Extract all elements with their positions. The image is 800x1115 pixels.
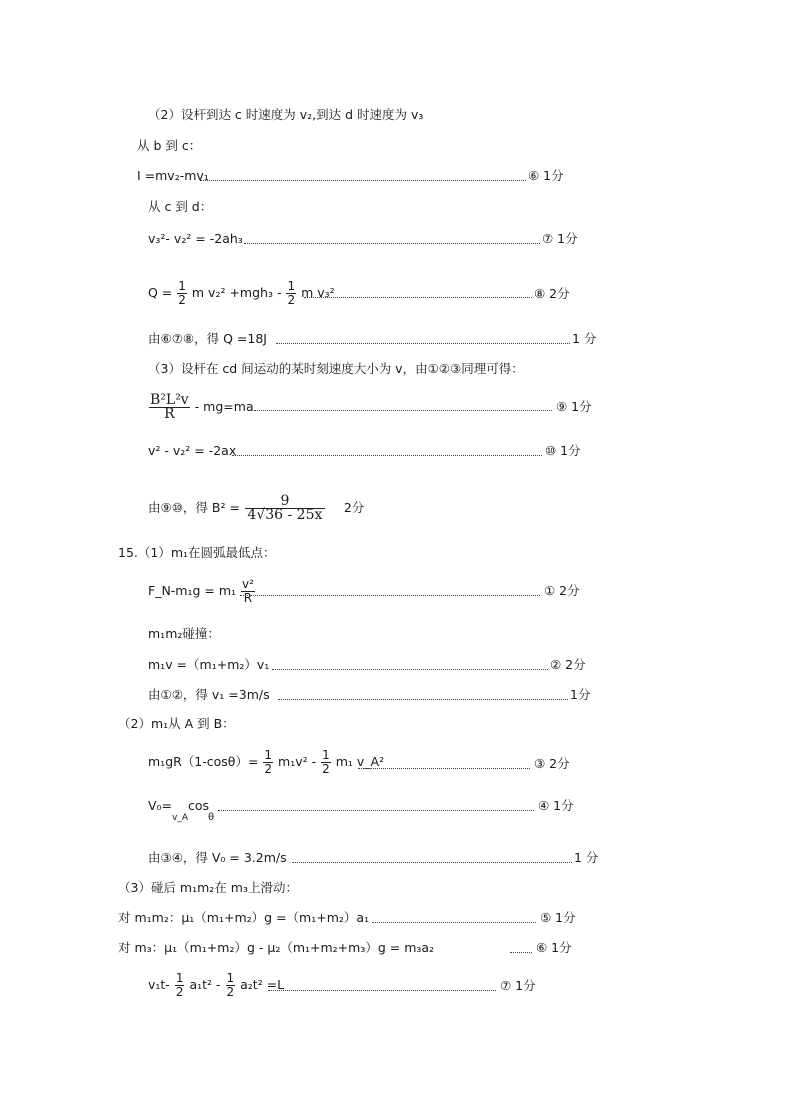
eq15-7-rhs: a₂t² =L — [240, 977, 285, 992]
fraction: $\frac{1}{2}$ — [175, 971, 184, 999]
collision-label: m₁m₂碰撞： — [148, 626, 220, 641]
eq10-score: ⑩ 1分 — [545, 443, 581, 458]
leader-dots — [358, 768, 530, 769]
eq6-text: I =mv₂-mv₁ — [137, 168, 209, 183]
leader-dots — [276, 343, 570, 344]
v0-result-score: 1 分 — [574, 850, 599, 865]
part3-heading: （3）设杆在 cd 间运动的某时刻速度大小为 v，由①②③同理可得： — [148, 361, 524, 376]
leader-dots — [254, 410, 552, 411]
leader-dots — [372, 922, 536, 923]
eq15-3-score: ③ 2分 — [534, 756, 570, 771]
eq15-7-lhs: v₁t- — [148, 977, 170, 992]
fraction: $\frac{9}{4√36 - 25x}$ — [245, 495, 325, 522]
eq15-3-expression — [148, 747, 384, 777]
q15-part2-heading: （2）m₁从 A 到 B： — [118, 716, 235, 731]
eq15-7-mid: a₁t² - — [189, 977, 221, 992]
eq15-7-score: ⑦ 1分 — [500, 978, 536, 993]
fraction: $\frac{1}{2}$ — [178, 279, 186, 307]
leader-dots — [244, 243, 540, 244]
leader-dots — [272, 669, 548, 670]
v1-result: 由①②，得 v₁ =3m/s — [148, 687, 270, 702]
eq15-4-cos: cos — [188, 798, 210, 813]
eq15-3-rhs: m₁ v_A² — [335, 754, 385, 769]
eq15-2-score: ② 2分 — [550, 657, 586, 672]
fraction: $\frac{\text{v²}}{R}$ — [242, 577, 254, 605]
leader-dots — [292, 862, 572, 863]
b-result — [148, 490, 364, 526]
eq10-text: v² - v₂² = -2ax — [148, 443, 237, 458]
v0-result: 由③④，得 V₀ = 3.2m/s — [148, 850, 287, 865]
v1-result-score: 1分 — [570, 687, 591, 702]
fraction: $\frac{\text{B²L²v}}{R}$ — [150, 392, 189, 422]
fraction: $\frac{1}{2}$ — [226, 971, 235, 999]
eq15-6-text: 对 m₃：μ₁（m₁+m₂）g - μ₂（m₁+m₂+m₃）g = m₃a₂ — [118, 940, 435, 955]
eq15-4-score: ④ 1分 — [538, 798, 574, 813]
b-result-score: 2分 — [343, 500, 365, 515]
part2-heading: （2）设杆到达 c 时速度为 v₂,到达 d 时速度为 v₃ — [148, 107, 424, 122]
eq15-1-lhs: F_N-m₁g = m₁ — [148, 583, 237, 598]
fraction: $\frac{1}{2}$ — [322, 748, 330, 776]
leader-dots — [218, 810, 534, 811]
eq8-rhs: m v₃² — [301, 285, 335, 300]
q15-part3-heading: （3）碰后 m₁m₂在 m₃上滑动： — [118, 880, 298, 895]
fraction: $\frac{1}{2}$ — [264, 748, 273, 776]
q-result-score: 1 分 — [572, 331, 597, 346]
eq15-4-lhs: V₀= — [148, 798, 173, 813]
eq15-1-expression — [148, 574, 256, 608]
eq15-2-text: m₁v =（m₁+m₂）v₁ — [148, 657, 270, 672]
eq9-rest: - mg=ma — [194, 399, 254, 414]
eq7-text: v₃²- v₂² = -2ah₃ — [148, 231, 243, 246]
eq9-score: ⑨ 1分 — [556, 399, 592, 414]
eq8-mid: m v₂² +mgh₃ - — [191, 285, 282, 300]
leader-dots — [232, 455, 542, 456]
eq8-score: ⑧ 2分 — [534, 286, 570, 301]
leader-dots — [200, 180, 526, 181]
eq15-5-text: 对 m₁m₂：μ₁（m₁+m₂）g =（m₁+m₂）a₁ — [118, 910, 370, 925]
eq9-expression — [148, 390, 254, 424]
b-to-c-label: 从 b 到 c： — [137, 138, 202, 153]
eq15-4-theta: θ — [208, 812, 215, 823]
q15-heading: 15.（1）m₁在圆弧最低点： — [118, 545, 276, 560]
eq15-1-score: ① 2分 — [544, 583, 580, 598]
eq15-7-expression — [148, 970, 284, 1000]
eq15-3-mid: m₁v² - — [278, 754, 317, 769]
leader-dots — [268, 990, 496, 991]
eq8-lhs: Q = — [148, 285, 173, 300]
eq15-6-score: ⑥ 1分 — [536, 940, 572, 955]
leader-dots — [304, 297, 532, 298]
b-result-lhs: 由⑨⑩，得 B² = — [148, 500, 240, 515]
leader-dots — [278, 699, 568, 700]
q-result: 由⑥⑦⑧，得 Q =18J — [148, 331, 267, 346]
eq15-5-score: ⑤ 1分 — [540, 910, 576, 925]
eq7-score: ⑦ 1分 — [542, 231, 578, 246]
eq15-3-lhs: m₁gR（1-cosθ）= — [148, 754, 259, 769]
fraction: $\frac{1}{2}$ — [287, 279, 296, 307]
eq15-4-va: v_A — [172, 813, 188, 823]
leader-dots — [510, 952, 532, 953]
leader-dots — [240, 595, 540, 596]
eq8-expression — [148, 278, 335, 308]
eq6-score: ⑥ 1分 — [528, 168, 564, 183]
c-to-d-label: 从 c 到 d： — [148, 199, 213, 214]
